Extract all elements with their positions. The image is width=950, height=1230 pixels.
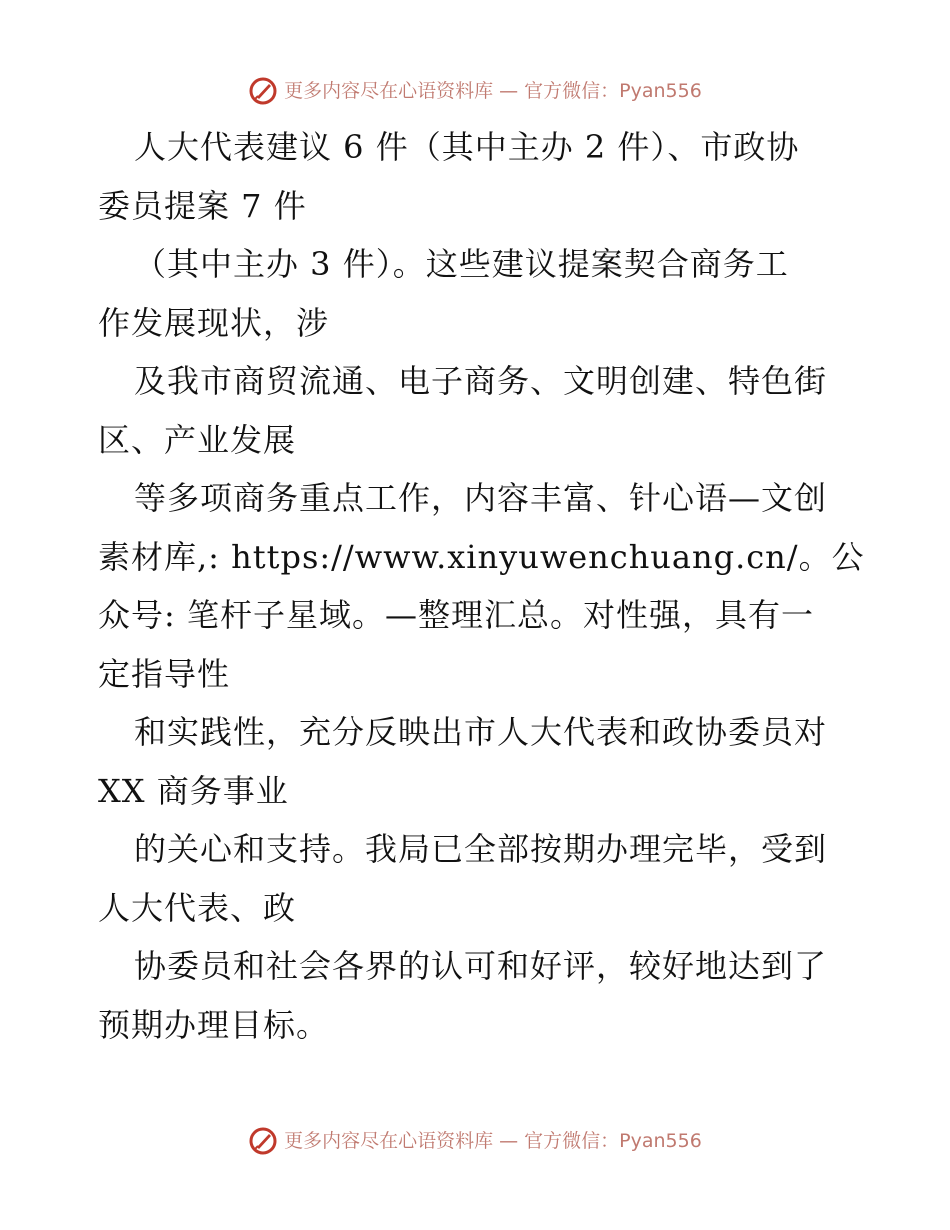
document-line: 人大代表、政 — [98, 888, 297, 927]
quill-logo-icon — [248, 1126, 278, 1156]
document-line: 的关心和支持。我局已全部按期办理完毕，受到 — [134, 830, 828, 868]
document-line: 和实践性，充分反映出市人大代表和政协委员对 — [134, 713, 828, 751]
document-line: 等多项商务重点工作，内容丰富、针心语—文创 — [134, 479, 828, 517]
watermark-separator: — — [499, 80, 519, 102]
document-line: 区、产业发展 — [98, 420, 297, 459]
document-line: 协委员和社会各界的认可和好评，较好地达到了 — [134, 947, 828, 985]
quill-logo-icon — [248, 76, 278, 106]
document-line: 众号: 笔杆子星域。—整理汇总。对性强，具有一 — [98, 596, 814, 634]
document-line: 委员提案 7 件 — [98, 186, 307, 225]
watermark-text: 更多内容尽在心语资料库 — [284, 80, 494, 102]
document-line: 及我市商贸流通、电子商务、文明创建、特色街 — [134, 362, 828, 400]
document-body — [98, 118, 865, 1054]
document-line: 定指导性 — [98, 654, 231, 693]
document-line: 人大代表建议 6 件（其中主办 2 件）、市政协 — [134, 128, 800, 166]
document-line: 作发展现状，涉 — [98, 303, 330, 342]
document-line: 预期办理目标。 — [98, 1005, 330, 1044]
watermark-separator: — — [499, 1130, 519, 1152]
watermark-wechat: 官方微信：Pyan556 — [524, 1130, 702, 1152]
watermark-wechat: 官方微信：Pyan556 — [524, 80, 702, 102]
document-line: 素材库,: https://www.xinyuwenchuang.cn/。公 — [98, 537, 865, 576]
document-line: （其中主办 3 件）。这些建议提案契合商务工 — [134, 245, 789, 283]
watermark-text: 更多内容尽在心语资料库 — [284, 1130, 494, 1152]
document-line: XX 商务事业 — [98, 771, 289, 810]
header-watermark — [0, 76, 950, 106]
footer-watermark — [0, 1126, 950, 1156]
